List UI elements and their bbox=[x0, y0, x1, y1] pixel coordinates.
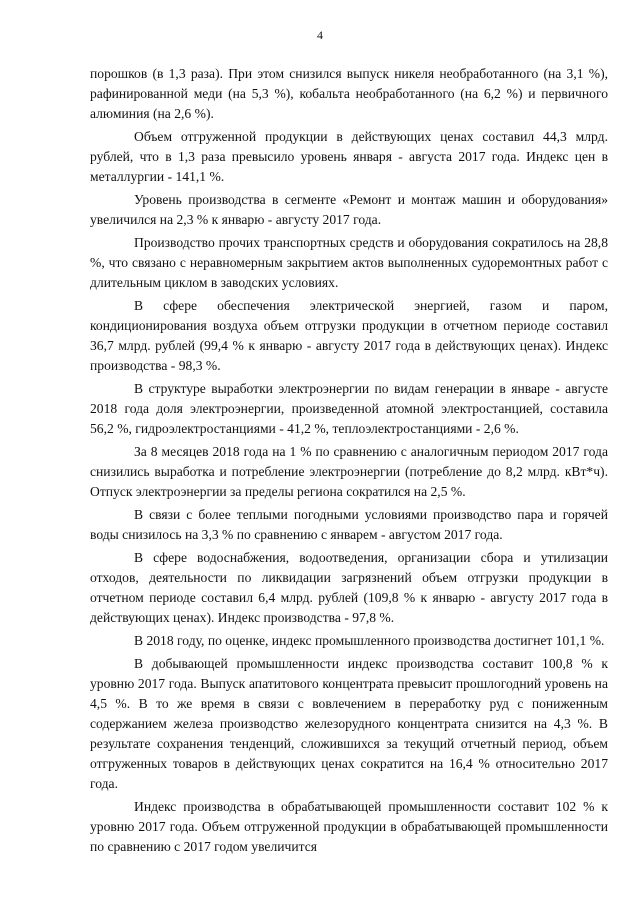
paragraph: порошков (в 1,3 раза). При этом снизился выпуск никеля необработанного (на 3,1 %), рафинированной меди (на 5,3 %), кобальта необработанного (на 6,2 %) и первичного алюминия (на 2,6 %). bbox=[90, 66, 608, 121]
paragraph: Уровень производства в сегменте «Ремонт и монтаж машин и оборудования» увеличился на 2,3 % к январю - августу 2017 года. bbox=[90, 192, 608, 227]
paragraph: Индекс производства в обрабатывающей промышленности составит 102 % к уровню 2017 года. Объем отгруженной продукции в обрабатывающей промышленности по сравнению с 2017 годом увеличится bbox=[90, 799, 608, 854]
body-text bbox=[90, 64, 608, 860]
paragraph: В 2018 году, по оценке, индекс промышленного производства достигнет 101,1 %. bbox=[134, 633, 605, 648]
paragraph: За 8 месяцев 2018 года на 1 % по сравнению с аналогичным периодом 2017 года снизились выработка и потребление электроэнергии (потребление до 8,2 млрд. кВт*ч). Отпуск электроэнергии за пределы региона сократился на 2,5 %. bbox=[90, 444, 608, 499]
paragraph: Производство прочих транспортных средств и оборудования сократилось на 28,8 %, что связано с неравномерным закрытием актов выполненных судоремонтных работ с длительным циклом в заводских условиях. bbox=[90, 235, 608, 290]
paragraph: Объем отгруженной продукции в действующих ценах составил 44,3 млрд. рублей, что в 1,3 раза превысило уровень января - августа 2017 года. Индекс цен в металлургии - 141,1 %. bbox=[90, 129, 608, 184]
paragraph: В добывающей промышленности индекс производства составит 100,8 % к уровню 2017 года. Выпуск апатитового концентрата превысит прошлогодний уровень на 4,5 %. В то же время в связи с вовлечением в переработку руд с пониженным содержанием железа производство железорудного концентрата снизится на 4,3 %. В результате сохранения тенденций, сложившихся за текущий отчетный период, объем отгруженных товаров в действующих ценах сократится на 16,4 % относительно 2017 года. bbox=[90, 656, 608, 791]
paragraph: В связи с более теплыми погодными условиями производство пара и горячей воды снизилось на 3,3 % по сравнению с январем - августом 2017 года. bbox=[90, 507, 608, 542]
paragraph: В структуре выработки электроэнергии по видам генерации в январе - августе 2018 года доля электроэнергии, произведенной атомной электростанцией, составила 56,2 %, гидроэлектростанциями - 41,2 %, теплоэлектростанциями - 2,6 %. bbox=[90, 381, 608, 436]
paragraph: В сфере водоснабжения, водоотведения, организации сбора и утилизации отходов, деятельности по ликвидации загрязнений объем отгрузки продукции в отчетном периоде составил 6,4 млрд. рублей (109,8 % к январю - августу 2017 года в действующих ценах). Индекс производства - 97,8 %. bbox=[90, 550, 608, 625]
paragraph: В сфере обеспечения электрической энергией, газом и паром, кондиционирования воздуха объем отгрузки продукции в отчетном периоде составил 36,7 млрд. рублей (99,4 % к январю - августу 2017 года в действующих ценах). Индекс производства - 98,3 %. bbox=[90, 298, 608, 373]
page-number: 4 bbox=[317, 28, 323, 42]
